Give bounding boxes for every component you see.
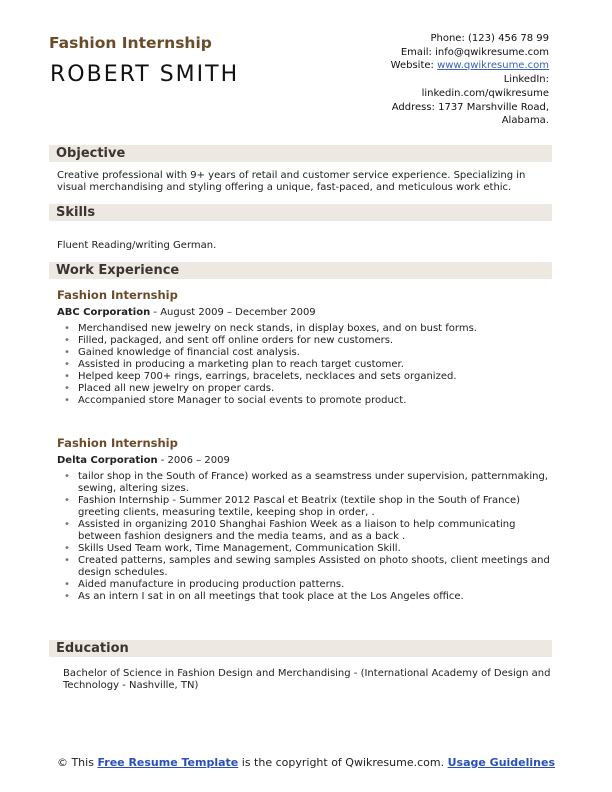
list-item: • As an intern I sat in on all meetings that took place at the Los Angeles office.: [57, 591, 552, 603]
job-dates: - 2006 – 2009: [157, 455, 230, 466]
usage-guidelines-link[interactable]: Usage Guidelines: [447, 756, 556, 769]
candidate-name: ROBERT SMITH: [50, 62, 240, 87]
job-company-line: [57, 307, 316, 318]
list-item: • Filled, packaged, and sent off online orders for new customers.: [57, 335, 552, 347]
website-line: [319, 59, 549, 73]
list-item: • Accompanied store Manager to social events to promote product.: [57, 395, 552, 407]
job-role: Fashion Internship: [57, 288, 178, 302]
list-item: • Assisted in producing a marketing plan to reach target customer.: [57, 359, 552, 371]
section-title: Work Experience: [56, 263, 180, 278]
job-role: Fashion Internship: [57, 436, 178, 450]
job-title: Fashion Internship: [49, 34, 212, 52]
phone-value: (123) 456 78 99: [468, 33, 549, 44]
skills-section-header: [49, 204, 552, 221]
free-resume-template-link[interactable]: Free Resume Template: [97, 756, 239, 769]
objective-text: Creative professional with 9+ years of retail and customer service experience. Specializing in visual merchandising and styling offering a unique, fast-paced, and meticulous work ethic.: [57, 170, 526, 193]
email-line: [319, 46, 549, 60]
education-section-header: [49, 640, 552, 657]
section-title: Skills: [56, 205, 96, 220]
education-text: Bachelor of Science in Fashion Design and Merchandising - (International Academy of Design and Technology - Nashville, TN): [63, 668, 551, 691]
objective-section-header: [49, 145, 552, 162]
section-title: Education: [56, 641, 129, 656]
list-item: • Placed all new jewelry on proper cards.: [57, 383, 552, 395]
list-item: • Skills Used Team work, Time Management, Communication Skill.: [57, 543, 552, 555]
address-line: [319, 101, 549, 115]
list-item: • Created patterns, samples and sewing samples Assisted on photo shoots, client meetings and design schedules.: [57, 555, 552, 579]
list-item: • Merchandised new jewelry on neck stands, in display boxes, and on bust forms.: [57, 323, 552, 335]
phone-label: Phone:: [430, 33, 465, 44]
contact-block: [319, 32, 549, 128]
list-item: • tailor shop in the South of France) worked as a seamstress under supervision, patternmaking, sewing, altering sizes.: [57, 471, 552, 495]
job-dates: - August 2009 – December 2009: [150, 307, 316, 318]
list-item: • Helped keep 700+ rings, earrings, bracelets, necklaces and sets organized.: [57, 371, 552, 383]
footer-prefix: © This: [56, 756, 98, 769]
footer-middle: is the copyright of Qwikresume.com.: [238, 756, 448, 769]
phone-line: [319, 32, 549, 46]
company-name: Delta Corporation: [57, 455, 158, 466]
job-company-line: [57, 455, 230, 466]
copyright-footer: [0, 756, 612, 770]
list-item: • Gained knowledge of financial cost analysis.: [57, 347, 552, 359]
section-title: Objective: [56, 146, 126, 161]
address-line-2: Alabama.: [501, 115, 549, 127]
company-name: ABC Corporation: [57, 307, 151, 318]
skills-text: Fluent Reading/writing German.: [57, 240, 217, 251]
job-bullets: [57, 323, 552, 407]
email-label: Email:: [400, 46, 432, 58]
resume-header: [49, 32, 549, 132]
linkedin-value: linkedin.com/qwikresume: [421, 87, 549, 99]
list-item: • Assisted in organizing 2010 Shanghai Fashion Week as a liaison to help communicating between fashion designers and the media teams, and as a back .: [57, 519, 552, 543]
website-label: Website:: [390, 60, 434, 72]
list-item: • Fashion Internship - Summer 2012 Pascal et Beatrix (textile shop in the South of France) greeting clients, measuring textile, keeping shop in order, .: [57, 495, 552, 519]
address-label: Address:: [391, 101, 435, 113]
website-link[interactable]: www.qwikresume.com: [437, 60, 549, 72]
email-value: info@qwikresume.com: [435, 46, 549, 58]
work-experience-section-header: [49, 262, 552, 279]
job-bullets: [57, 471, 552, 603]
list-item: • Aided manufacture in producing production patterns.: [57, 579, 552, 591]
address-value: 1737 Marshville Road,: [438, 101, 549, 113]
linkedin-label: LinkedIn:: [503, 74, 549, 86]
